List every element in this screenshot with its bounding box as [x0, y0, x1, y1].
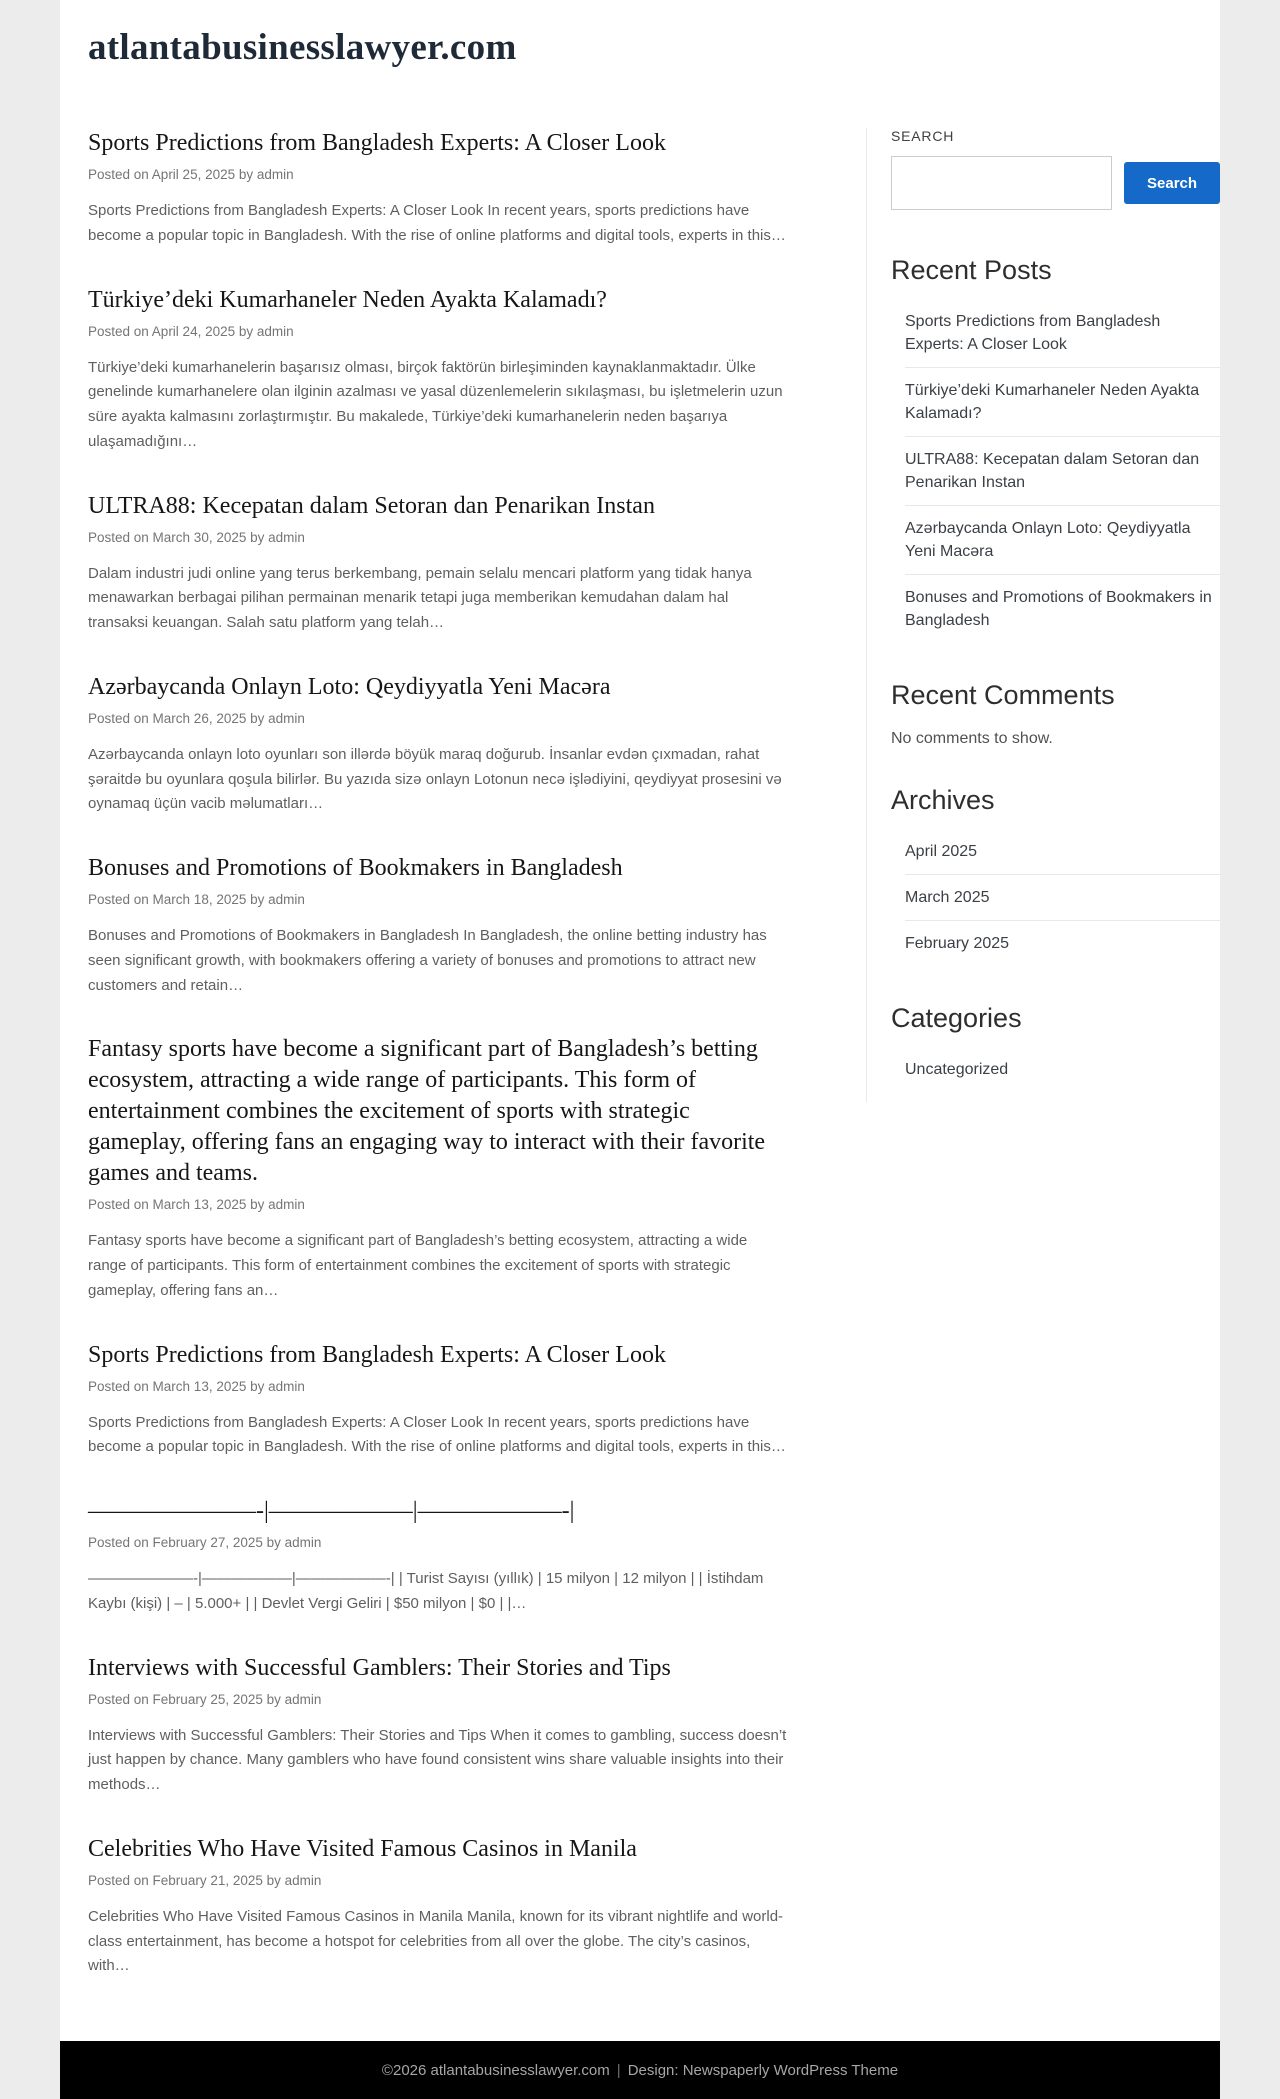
post-title [88, 1834, 788, 1865]
post-excerpt: Bonuses and Promotions of Bookmakers in Bangladesh In Bangladesh, the online betting industry has seen significant growth, with bookmakers offering a variety of bonuses and promotions to attract new customers and retain… [88, 927, 767, 994]
archive-link[interactable]: February 2025 [905, 935, 1010, 952]
recent-post-link[interactable]: Sports Predictions from Bangladesh Experts: A Closer Look [905, 313, 1161, 353]
post-excerpt: Celebrities Who Have Visited Famous Casinos in Manila Manila, known for its vibrant nightlife and world-class entertainment, has become a hotspot for celebrities from all over the globe. The city’s casinos, with… [88, 1907, 784, 1975]
post-item [88, 1653, 788, 1798]
recent-posts-widget [891, 254, 1220, 643]
archive-item [905, 875, 1220, 921]
post-item [88, 128, 788, 249]
categories-widget [891, 1002, 1220, 1092]
recent-post-link[interactable]: Azərbaycanda Onlayn Loto: Qeydiyyatla Yeni Macəra [905, 520, 1191, 560]
post-item [88, 1834, 788, 1979]
search-input[interactable] [891, 156, 1112, 210]
footer-separator: | [616, 2061, 621, 2079]
archive-item [905, 921, 1220, 966]
post-excerpt: Interviews with Successful Gamblers: Their Stories and Tips When it comes to gambling, success doesn’t just happen by chance. Many gamblers who have found consistent wins share valuable insights into their methods… [88, 1726, 787, 1793]
archive-item [905, 829, 1220, 875]
search-widget [891, 128, 1220, 210]
search-button[interactable]: Search [1124, 162, 1220, 204]
post-item [88, 491, 788, 636]
post-excerpt: ———————-|——————|——————-| | Turist Sayısı (yıllık) | 15 milyon | 12 milyon | | İstihdam Kaybı (kişi) | – | 5.000+ | | Devlet Vergi Geliri | $50 milyon | $0 | |… [88, 1570, 764, 1612]
recent-comments-widget [891, 679, 1220, 748]
site-header [60, 0, 1220, 70]
post-title-link[interactable]: Celebrities Who Have Visited Famous Casinos in Manila [88, 1835, 637, 1862]
search-label: SEARCH [891, 128, 955, 144]
search-form [891, 156, 1220, 210]
post-title [88, 853, 788, 884]
recent-post-link[interactable]: Bonuses and Promotions of Bookmakers in Bangladesh [905, 589, 1212, 629]
post-title-link[interactable]: Interviews with Successful Gamblers: Their Stories and Tips [88, 1654, 671, 1681]
recent-post-item [905, 368, 1220, 437]
footer-copyright: ©2026 atlantabusinesslawyer.com [381, 2061, 610, 2079]
post-title [88, 1496, 788, 1527]
recent-post-item [905, 299, 1220, 368]
recent-post-link[interactable]: ULTRA88: Kecepatan dalam Setoran dan Penarikan Instan [905, 451, 1200, 491]
post-item [88, 853, 788, 998]
post-title-link[interactable]: Bonuses and Promotions of Bookmakers in Bangladesh [88, 855, 623, 881]
archives-heading: Archives [891, 785, 995, 815]
sidebar [866, 128, 1220, 1102]
no-comments-text: No comments to show. [891, 730, 1053, 747]
archives-list [891, 829, 1220, 966]
recent-post-item [905, 506, 1220, 575]
recent-post-link[interactable]: Türkiye’deki Kumarhaneler Neden Ayakta Kalamadı? [905, 382, 1200, 422]
post-meta: Posted on February 21, 2025 by admin [88, 1872, 322, 1888]
archive-link[interactable]: March 2025 [905, 889, 990, 906]
categories-list [891, 1047, 1220, 1092]
post-excerpt: Azərbaycanda onlayn loto oyunları son illərdə böyük maraq doğurub. İnsanlar evdən çıxmadan, rahat şəraitdə bu oyunlara qoşula bilirlər. Bu yazıda sizə onlayn Lotonun necə işlədiyini, qeydiyyat prosesini və oynamaq üçün vacib məlumatları… [88, 745, 782, 813]
post-title-link[interactable]: Türkiye’deki Kumarhaneler Neden Ayakta Kalamadı? [88, 286, 607, 313]
post-title [88, 491, 788, 522]
post-excerpt: Sports Predictions from Bangladesh Experts: A Closer Look In recent years, sports predictions have become a popular topic in Bangladesh. With the rise of online platforms and digital tools, experts in this… [88, 1413, 786, 1456]
post-meta: Posted on February 27, 2025 by admin [88, 1535, 322, 1550]
archives-widget [891, 784, 1220, 966]
post-title [88, 285, 788, 316]
site-title-link[interactable]: atlantabusinesslawyer.com [88, 27, 517, 68]
post-title-link[interactable]: Fantasy sports have become a significant part of Bangladesh’s betting ecosystem, attracting a wide range of participants. This form of entertainment combines the excitement of sports with strategic gameplay, offering fans an engaging way to interact with their favorite games and teams. [88, 1036, 766, 1187]
post-meta: Posted on March 30, 2025 by admin [88, 529, 305, 545]
recent-post-item [905, 575, 1220, 643]
post-list [88, 128, 788, 2015]
post-excerpt: Türkiye’deki kumarhanelerin başarısız olması, birçok faktörün birleşiminden kaynaklanmaktadır. Ülke genelinde kumarhanelere olan ilginin azalması ve yasal düzenlemelerin sıkılaşması, bu işletmelerin uzun süre ayakta kalmasını zorlaştırmıştır. Bu makalede, Türkiye’deki kumarhanelerin neden başarıya ulaşamadığını… [88, 358, 783, 450]
content-area [60, 128, 1220, 2015]
archive-link[interactable]: April 2025 [905, 843, 978, 860]
post-meta: Posted on March 13, 2025 by admin [88, 1197, 305, 1213]
category-link[interactable]: Uncategorized [905, 1061, 1009, 1078]
recent-posts-list [891, 299, 1220, 643]
site-container [60, 0, 1220, 2099]
post-title-link[interactable]: ULTRA88: Kecepatan dalam Setoran dan Penarikan Instan [88, 492, 655, 519]
recent-comments-heading: Recent Comments [891, 680, 1115, 710]
site-footer [60, 2041, 1220, 2099]
post-meta: Posted on April 25, 2025 by admin [88, 167, 294, 182]
post-meta: Posted on March 13, 2025 by admin [88, 1378, 305, 1394]
post-item [88, 672, 788, 817]
post-item [88, 1340, 788, 1461]
post-title-link[interactable]: ———————-|——————|——————-| [88, 1498, 575, 1524]
post-title-link[interactable]: Sports Predictions from Bangladesh Experts: A Closer Look [88, 1341, 666, 1368]
post-meta: Posted on March 18, 2025 by admin [88, 892, 305, 907]
categories-heading: Categories [891, 1003, 1022, 1033]
post-item [88, 1034, 788, 1303]
post-meta: Posted on February 25, 2025 by admin [88, 1691, 322, 1707]
post-title [88, 672, 788, 703]
post-title [88, 128, 788, 159]
post-item [88, 285, 788, 455]
recent-posts-heading: Recent Posts [891, 255, 1052, 285]
post-title-link[interactable]: Sports Predictions from Bangladesh Experts: A Closer Look [88, 130, 666, 156]
footer-design-credit-link[interactable]: Design: Newspaperly WordPress Theme [627, 2061, 899, 2079]
post-excerpt: Sports Predictions from Bangladesh Experts: A Closer Look In recent years, sports predictions have become a popular topic in Bangladesh. With the rise of online platforms and digital tools, experts in this… [88, 202, 786, 244]
category-item [905, 1047, 1220, 1092]
post-title [88, 1653, 788, 1684]
post-item [88, 1496, 788, 1617]
post-excerpt: Fantasy sports have become a significant part of Bangladesh’s betting ecosystem, attracting a wide range of participants. This form of entertainment combines the excitement of sports with strategic gameplay, offering fans an… [88, 1232, 748, 1299]
post-meta: Posted on March 26, 2025 by admin [88, 710, 305, 726]
post-title [88, 1340, 788, 1371]
recent-post-item [905, 437, 1220, 506]
post-meta: Posted on April 24, 2025 by admin [88, 323, 294, 339]
post-title [88, 1034, 788, 1189]
post-title-link[interactable]: Azərbaycanda Onlayn Loto: Qeydiyyatla Yeni Macəra [88, 673, 611, 700]
post-excerpt: Dalam industri judi online yang terus berkembang, pemain selalu mencari platform yang tidak hanya menawarkan berbagai pilihan permainan menarik tetapi juga memberikan kemudahan dalam hal transaksi keuangan. Salah satu platform yang telah… [88, 564, 752, 631]
